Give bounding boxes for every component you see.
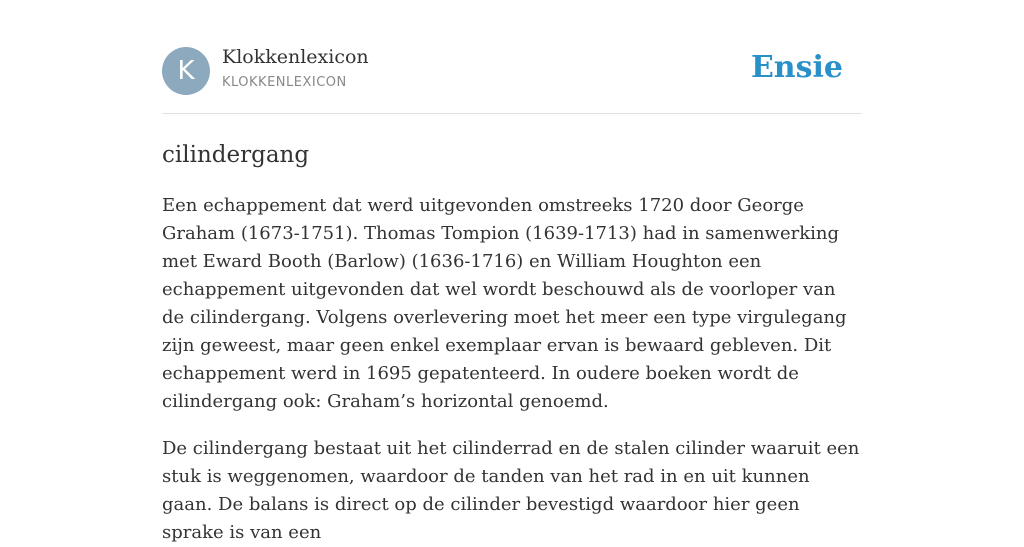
source-avatar[interactable]: K	[162, 47, 210, 95]
article-paragraph: De cilindergang bestaat uit het cilinderrad en de stalen cilinder waaruit een stuk is weggenomen, waardoor de tanden van het rad in en uit kunnen gaan. De balans is direct op de cilinder bevestigd waardoor hier geen sprake is van een	[162, 438, 860, 543]
source-subtitle: KLOKKENLEXICON	[222, 75, 347, 90]
article-title: cilindergang	[162, 142, 310, 168]
page-container	[162, 0, 862, 547]
header	[162, 0, 862, 114]
source-name-link[interactable]: Klokkenlexicon	[222, 46, 369, 68]
article-paragraph: Een echappement dat werd uitgevonden omstreeks 1720 door George Graham (1673-1751). Thomas Tompion (1639-1713) had in samenwerking met Eward Booth (Barlow) (1636-1716) en William Houghton een echappement uitgevonden dat wel wordt beschouwd als de voorloper van de cilindergang. Volgens overlevering moet het meer een type virgulegang zijn geweest, maar geen enkel exemplaar ervan is bewaard gebleven. Dit echappement werd in 1695 gepatenteerd. In oudere boeken wordt de cilindergang ook: Graham’s horizontal genoemd.	[162, 195, 847, 412]
article-body	[162, 192, 862, 547]
ensie-logo-link[interactable]: Ensie	[750, 50, 843, 85]
